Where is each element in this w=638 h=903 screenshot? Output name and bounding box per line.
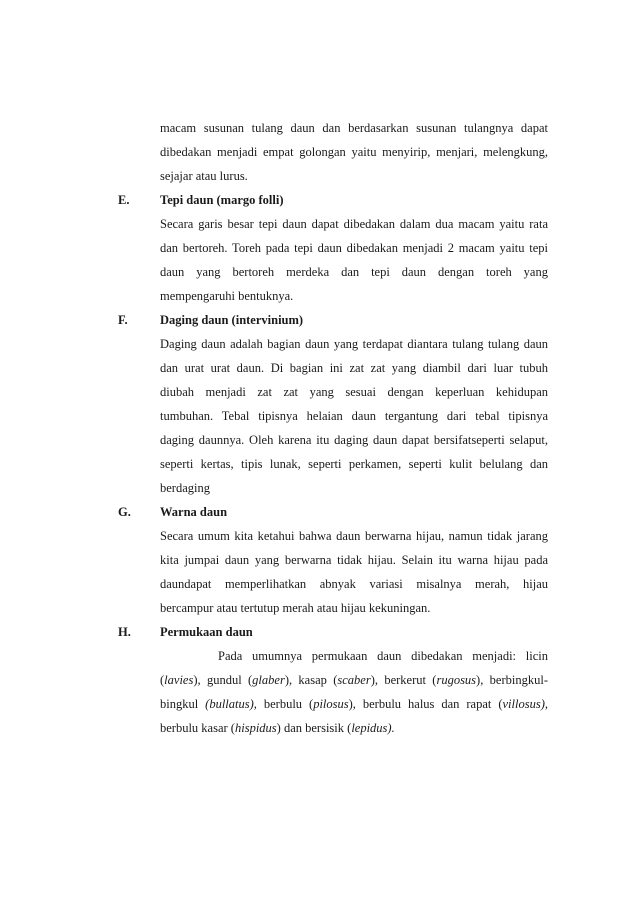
section-warna-daun — [118, 500, 548, 620]
text-line: Daging daun adalah bagian daun yang terdapat diantara tulang tulang daun — [160, 337, 548, 351]
latin-term: villosus), — [502, 697, 548, 711]
section-letter: F. — [118, 313, 128, 327]
text-line: Secara garis besar tepi daun dapat dibedakan dalam dua macam yaitu rata — [160, 217, 548, 231]
text-line: macam susunan tulang daun dan berdasarkan susunan tulangnya dapat — [160, 121, 548, 135]
intro-paragraph — [118, 116, 548, 188]
section-title: Daging daun (intervinium) — [160, 313, 304, 327]
latin-term: lavies — [164, 673, 194, 687]
text-run: ), kasap ( — [284, 673, 338, 687]
section-title: Warna daun — [160, 505, 228, 519]
section-heading — [118, 188, 548, 212]
text-run: ), berbingkul- — [476, 673, 548, 687]
text-line — [118, 668, 548, 692]
text-line — [118, 692, 548, 716]
section-heading — [118, 308, 548, 332]
section-heading — [118, 620, 548, 644]
text-line — [118, 644, 548, 668]
text-run: ), gundul ( — [193, 673, 253, 687]
text-run: bingkul — [160, 697, 206, 711]
page-content — [118, 116, 548, 740]
text-line: mempengaruhi bentuknya. — [160, 289, 294, 303]
text-line: diubah menjadi zat zat yang sesuai dengan keperluan kehidupan — [160, 385, 548, 399]
text-run: ), berbulu halus dan rapat ( — [348, 697, 503, 711]
section-heading — [118, 500, 548, 524]
text-run: ), berkerut ( — [370, 673, 437, 687]
text-run: ) dan bersisik ( — [276, 721, 352, 735]
text-line: dan bertoreh. Toreh pada tepi daun dibedakan menjadi 2 macam yaitu tepi — [160, 241, 548, 255]
latin-term: pilosus — [313, 697, 349, 711]
text-line: bercampur atau tertutup merah atau hijau kekuningan. — [160, 601, 431, 615]
text-line — [118, 716, 548, 740]
text-line: tumbuhan. Tebal tipisnya helaian daun tergantung dari tebal tipisnya — [160, 409, 548, 423]
text-run: berbulu ( — [256, 697, 314, 711]
section-letter: H. — [118, 625, 131, 639]
text-line: berdaging — [160, 481, 210, 495]
section-letter: G. — [118, 505, 131, 519]
latin-term: (bullatus), — [205, 697, 257, 711]
text-line: daun yang bertoreh merdeka dan tepi daun dengan toreh yang — [160, 265, 548, 279]
section-letter: E. — [118, 193, 130, 207]
text-line: kita jumpai daun yang berwarna tidak hijau. Selain itu warna hijau pada — [160, 553, 548, 567]
text-line: Secara umum kita ketahui bahwa daun berwarna hijau, namun tidak jarang — [160, 529, 548, 543]
section-permukaan-daun — [118, 620, 548, 740]
text-run: Pada umumnya permukaan daun dibedakan menjadi: licin — [218, 649, 548, 663]
text-line: daging daunnya. Oleh karena itu daging daun dapat bersifatseperti selaput, — [160, 433, 548, 447]
latin-term: scaber — [337, 673, 371, 687]
text-run: berbulu kasar ( — [160, 721, 235, 735]
text-line: dibedakan menjadi empat golongan yaitu menyirip, menjari, melengkung, — [160, 145, 548, 159]
latin-term: rugosus — [436, 673, 477, 687]
section-daging-daun — [118, 308, 548, 500]
latin-term: glaber — [252, 673, 285, 687]
text-line: sejajar atau lurus. — [160, 169, 248, 183]
text-run: ( — [160, 673, 165, 687]
text-line: seperti kertas, tipis lunak, seperti perkamen, seperti kulit belulang dan — [160, 457, 548, 471]
text-line: daundapat memperlihatkan abnyak variasi misalnya merah, hijau — [160, 577, 548, 591]
latin-term: lepidus). — [351, 721, 395, 735]
section-tepi-daun — [118, 188, 548, 308]
latin-term: hispidus — [234, 721, 277, 735]
section-title: Permukaan daun — [160, 625, 253, 639]
section-title: Tepi daun (margo folli) — [160, 193, 284, 207]
text-line: dan urat urat daun. Di bagian ini zat zat yang diambil dari luar tubuh — [160, 361, 548, 375]
